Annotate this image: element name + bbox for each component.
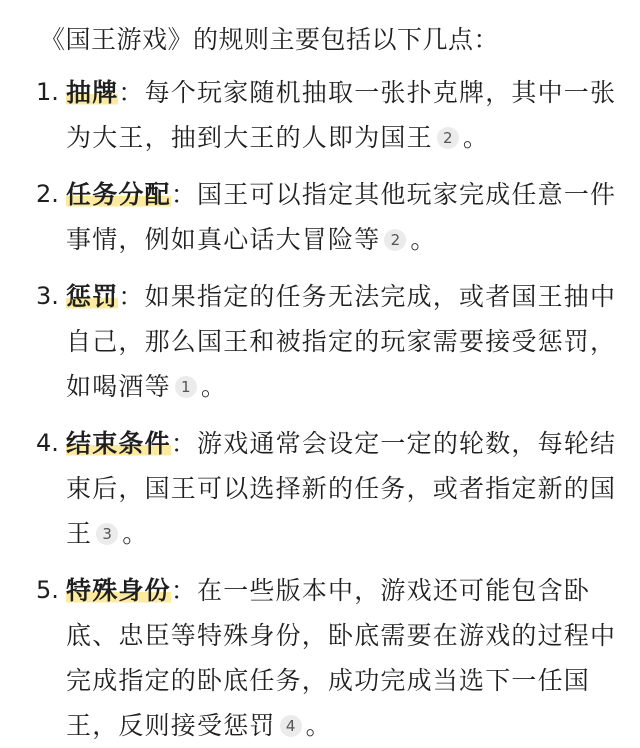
citation-badge[interactable]: 4 [280, 715, 302, 737]
citation-badge[interactable]: 3 [96, 523, 118, 545]
rules-list [36, 70, 618, 748]
sentence-end: 。 [305, 711, 332, 740]
rule-term: 任务分配 [66, 180, 171, 209]
intro-text: 《国王游戏》的规则主要包括以下几点： [40, 25, 500, 54]
rule-text: 在一些版本中，游戏还可能包含卧底、忠臣等特殊身份，卧底需要在游戏的过程中完成指定的卧底任务，成功完成当选下一任国王，反则接受惩罚 [66, 576, 617, 740]
rule-term: 结束条件 [66, 429, 171, 458]
rule-text: 游戏通常会设定一定的轮数，每轮结束后，国王可以选择新的任务，或者指定新的国王 [66, 429, 617, 548]
item-number: 2. [36, 180, 59, 208]
list-item [36, 172, 618, 262]
rule-text: 国王可以指定其他玩家完成任意一件事情，例如真心话大冒险等 [66, 180, 617, 254]
term-separator: ： [170, 576, 198, 605]
rule-text: 每个玩家随机抽取一张扑克牌，其中一张为大王，抽到大王的人即为国王 [66, 78, 617, 152]
sentence-end: 。 [122, 519, 149, 548]
term-separator: ： [170, 429, 198, 458]
item-number: 1. [36, 78, 59, 106]
citation-badge[interactable]: 2 [437, 127, 459, 149]
list-item [36, 274, 618, 409]
list-item [36, 70, 618, 160]
item-number: 4. [36, 429, 59, 457]
sentence-end: 。 [200, 372, 228, 401]
citation-badge[interactable]: 2 [384, 229, 406, 251]
term-separator: ： [118, 282, 145, 311]
rule-text: 如果指定的任务无法完成，或者国王抽中自己，那么国王和被指定的玩家需要接受惩罚，如喝酒等 [66, 282, 617, 401]
item-number: 5. [36, 576, 59, 604]
term-separator: ： [170, 180, 198, 209]
list-item [36, 421, 618, 556]
rule-term: 抽牌 [66, 78, 119, 107]
sentence-end: 。 [410, 225, 437, 254]
citation-badge[interactable]: 1 [175, 376, 197, 398]
list-item [36, 568, 618, 748]
sentence-end: 。 [462, 123, 490, 152]
rule-term: 特殊身份 [66, 576, 171, 605]
rule-term: 惩罚 [66, 282, 119, 311]
term-separator: ： [118, 78, 145, 107]
item-number: 3. [36, 282, 59, 310]
